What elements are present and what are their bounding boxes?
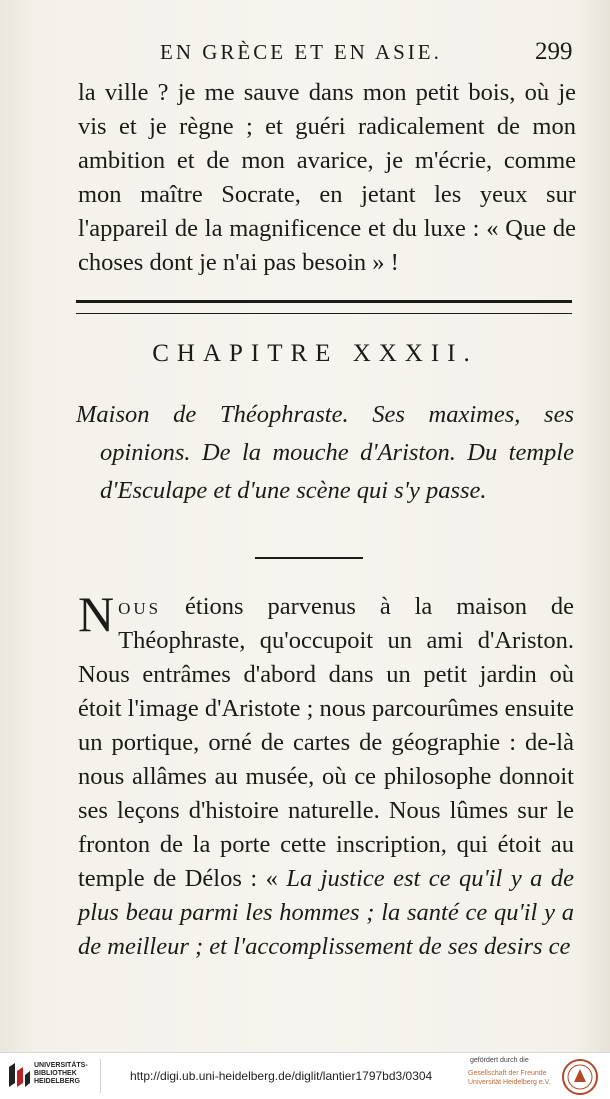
chapter-body xyxy=(78,586,575,964)
italic-quotation: La justice est ce qu'il y a de plus beau parmi les hommes ; la santé ce qu'il y a de meilleur ; et l'accomplissement de ses desirs ce xyxy=(78,865,574,960)
short-rule-divider xyxy=(255,557,363,559)
sponsor-name-line: Gesellschaft der Freunde xyxy=(468,1070,547,1077)
paragraph-continued: la ville ? je me sauve dans mon petit bois, où je vis et je règne ; et guéri radicalement de mon ambition et de mon avarice, je m'écrie, comme mon maître Socrate, en jetant les yeux sur l'appareil de la magnificence et du luxe : « Que de choses dont je n'ai pas besoin » ! xyxy=(78,79,576,276)
page-number: 299 xyxy=(535,38,573,65)
body-text: étions parvenus à la maison de Théophraste, qu'occupoit un ami d'Ariston. Nous entrâmes d'abord dans un petit jardin où étoit l'image d'Aristote ; nous parcourûmes ensuite un portique, orné de cartes de géographie : de-là nous allâmes au musée, où ce philosophe donnoit ses leçons d'histoire naturelle. Nous lûmes sur le fronton de la porte cette inscription, qui étoit au temple de Délos : « xyxy=(78,593,575,892)
sponsor-intro: gefördert durch die xyxy=(470,1057,529,1064)
permalink-url[interactable]: http://digi.ub.uni-heidelberg.de/diglit/lantier1797bd3/0304 xyxy=(130,1069,433,1083)
sponsor-name-line: Universität Heidelberg e.V. xyxy=(468,1079,551,1086)
viewer-footer xyxy=(0,1052,610,1099)
lead-small-caps: ous xyxy=(118,593,162,620)
library-name xyxy=(34,1062,104,1086)
library-logo-icon[interactable] xyxy=(6,1061,32,1089)
running-title: EN GRÈCE ET EN ASIE. xyxy=(160,40,442,64)
double-rule-divider xyxy=(76,300,572,314)
library-name-line: BIBLIOTHEK xyxy=(34,1070,77,1077)
library-name-line: UNIVERSITÄTS- xyxy=(34,1062,88,1069)
sponsor-name[interactable] xyxy=(468,1069,558,1087)
university-seal-icon[interactable] xyxy=(561,1058,599,1096)
chapter-title: CHAPITRE XXXII. xyxy=(152,340,478,367)
chapter-summary: Maison de Théophraste. Ses maximes, ses opinions. De la mouche d'Ariston. Du temple d'Esculape et d'une scène qui s'y passe. xyxy=(76,401,574,504)
footer-divider xyxy=(100,1059,101,1093)
drop-cap: N xyxy=(78,586,115,642)
running-head xyxy=(0,40,610,70)
library-name-line: HEIDELBERG xyxy=(34,1078,80,1085)
